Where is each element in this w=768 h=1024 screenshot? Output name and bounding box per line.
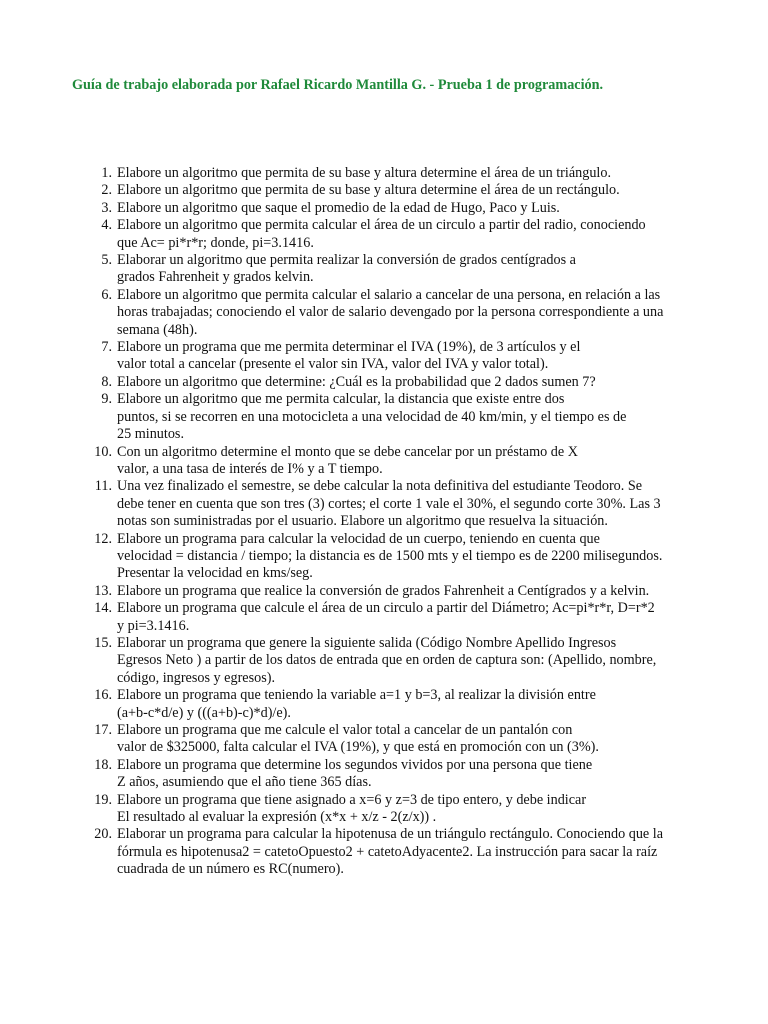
exercise-text-line: Elabore un algoritmo que permita de su base y altura determine el área de un rectángulo. <box>117 182 620 199</box>
exercise-text-line: Elabore un algoritmo que me permita calcular, la distancia que existe entre dos <box>117 391 565 408</box>
exercise-item <box>86 687 702 722</box>
exercise-text-line: Presentar la velocidad en kms/seg. <box>117 565 313 582</box>
exercise-number: 11. <box>94 478 112 495</box>
exercise-text <box>117 339 702 374</box>
exercise-number: 7. <box>101 339 112 356</box>
exercise-text-line: debe tener en cuenta que son tres (3) cortes; el corte 1 vale el 30%, el segundo corte 30%. Las 3 <box>117 495 661 512</box>
exercise-text-line: 25 minutos. <box>117 426 185 443</box>
exercise-number: 6. <box>101 286 112 303</box>
exercise-item <box>86 165 702 182</box>
exercise-item <box>86 583 702 600</box>
exercise-text <box>117 722 702 757</box>
exercise-text-line: Elaborar un programa que genere la siguiente salida (Código Nombre Apellido Ingresos <box>117 634 617 651</box>
exercise-text <box>117 531 702 583</box>
exercise-text-line: Elaborar un algoritmo que permita realizar la conversión de grados centígrados a <box>117 252 576 269</box>
exercise-text <box>117 200 702 217</box>
exercise-text <box>117 687 702 722</box>
exercise-text-line: Una vez finalizado el semestre, se debe calcular la nota definitiva del estudiante Teodoro. Se <box>117 478 643 495</box>
exercise-text-line: grados Fahrenheit y grados kelvin. <box>117 269 314 286</box>
exercise-number: 2. <box>101 182 112 199</box>
exercise-item <box>86 217 702 252</box>
exercise-text-line: Elabore un programa que tiene asignado a x=6 y z=3 de tipo entero, y debe indicar <box>117 791 587 808</box>
exercise-item <box>86 252 702 287</box>
exercise-item <box>86 374 702 391</box>
exercise-number: 4. <box>101 217 112 234</box>
exercise-text-line: que Ac= pi*r*r; donde, pi=3.1416. <box>117 234 314 251</box>
exercise-number: 3. <box>101 199 112 216</box>
exercise-item <box>86 826 702 878</box>
exercise-item <box>86 531 702 583</box>
exercise-item <box>86 792 702 827</box>
exercise-text-line: Elabore un programa que determine los segundos vividos por una persona que tiene <box>117 756 593 773</box>
exercise-text <box>117 792 702 827</box>
exercise-number: 14. <box>94 600 112 617</box>
exercise-text-line: cuadrada de un número es RC(numero). <box>117 861 344 878</box>
exercise-text <box>117 757 702 792</box>
exercise-text <box>117 444 702 479</box>
exercise-text <box>117 600 702 635</box>
exercise-number: 12. <box>94 530 112 547</box>
exercise-item <box>86 182 702 199</box>
exercise-number: 18. <box>94 756 112 773</box>
exercise-item <box>86 478 702 530</box>
exercise-text <box>117 287 702 339</box>
exercise-number: 19. <box>94 791 112 808</box>
exercise-item <box>86 339 702 374</box>
exercise-item <box>86 600 702 635</box>
exercise-text-line: puntos, si se recorren en una motocicleta a una velocidad de 40 km/min, y el tiempo es de <box>117 408 627 425</box>
exercise-text-line: horas trabajadas; conociendo el valor de salario devengado por la persona correspondiente a una <box>117 304 664 321</box>
exercise-text-line: y pi=3.1416. <box>117 617 190 634</box>
exercise-item <box>86 635 702 687</box>
exercise-text-line: Elabore un programa que calcule el área de un circulo a partir del Diámetro; Ac=pi*r*r, D=r*2 <box>117 600 655 617</box>
exercise-item <box>86 757 702 792</box>
exercise-number: 13. <box>94 582 112 599</box>
exercise-text-line: Elabore un algoritmo que permita calcular el área de un circulo a partir del radio, conociendo <box>117 217 646 234</box>
exercise-text-line: Con un algoritmo determine el monto que se debe cancelar por un préstamo de X <box>117 443 578 460</box>
exercise-list <box>86 165 702 879</box>
exercise-text-line: Elabore un algoritmo que permita de su base y altura determine el área de un triángulo. <box>117 165 612 181</box>
exercise-text-line: Elabore un algoritmo que determine: ¿Cuál es la probabilidad que 2 dados sumen 7? <box>117 373 596 390</box>
exercise-text-line: Z años, asumiendo que el año tiene 365 días. <box>117 774 372 791</box>
exercise-text-line: Elabore un programa para calcular la velocidad de un cuerpo, teniendo en cuenta que <box>117 530 600 547</box>
exercise-number: 10. <box>94 443 112 460</box>
exercise-number: 1. <box>101 165 112 181</box>
exercise-text-line: Elaborar un programa para calcular la hipotenusa de un triángulo rectángulo. Conociendo que la <box>117 826 664 843</box>
exercise-text-line: semana (48h). <box>117 321 198 338</box>
exercise-text-line: velocidad = distancia / tiempo; la distancia es de 1500 mts y el tiempo es de 2200 milisegundos. <box>117 547 663 564</box>
exercise-text-line: Elabore un programa que me permita determinar el IVA (19%), de 3 artículos y el <box>117 339 581 356</box>
exercise-number: 5. <box>101 252 112 269</box>
exercise-text-line: código, ingresos y egresos). <box>117 669 276 686</box>
exercise-text <box>117 217 702 252</box>
exercise-item <box>86 200 702 217</box>
exercise-text-line: valor, a una tasa de interés de I% y a T tiempo. <box>117 460 383 477</box>
exercise-text-line: Elabore un programa que me calcule el valor total a cancelar de un pantalón con <box>117 722 573 738</box>
exercise-text-line: fórmula es hipotenusa2 = catetoOpuesto2 + catetoAdyacente2. La instrucción para sacar la raíz <box>117 843 658 860</box>
exercise-text <box>117 583 702 600</box>
exercise-item <box>86 391 702 443</box>
exercise-item <box>86 444 702 479</box>
exercise-text-line: valor total a cancelar (presente el valor sin IVA, valor del IVA y valor total). <box>117 356 549 373</box>
exercise-text <box>117 165 702 182</box>
exercise-text-line: Elabore un algoritmo que saque el promedio de la edad de Hugo, Paco y Luis. <box>117 199 560 216</box>
exercise-number: 16. <box>94 687 112 704</box>
exercise-item <box>86 722 702 757</box>
exercise-text <box>117 635 702 687</box>
exercise-text-line: El resultado al evaluar la expresión (x*x + x/z - 2(z/x)) . <box>117 809 437 826</box>
exercise-item <box>86 287 702 339</box>
exercise-number: 15. <box>94 634 112 651</box>
exercise-number: 8. <box>101 373 112 390</box>
exercise-text <box>117 826 702 878</box>
exercise-number: 20. <box>94 826 112 843</box>
exercise-text-line: Elabore un programa que realice la conversión de grados Fahrenheit a Centígrados y a kelvin. <box>117 582 650 599</box>
exercise-text-line: Elabore un programa que teniendo la variable a=1 y b=3, al realizar la división entre <box>117 687 596 704</box>
exercise-number: 17. <box>94 722 112 738</box>
exercise-text <box>117 374 702 391</box>
exercise-text <box>117 252 702 287</box>
exercise-text-line: Egresos Neto ) a partir de los datos de entrada que en orden de captura son: (Apellido, nombre, <box>117 652 657 669</box>
exercise-text-line: notas son suministradas por el usuario. Elabore un algoritmo que resuelva la situación. <box>117 513 608 530</box>
exercise-number: 9. <box>101 391 112 408</box>
document-title: Guía de trabajo elaborada por Rafael Ricardo Mantilla G. - Prueba 1 de programación. <box>72 77 604 93</box>
exercise-text <box>117 182 702 199</box>
exercise-text-line: valor de $325000, falta calcular el IVA (19%), y que está en promoción con un (3%). <box>117 739 599 756</box>
exercise-text <box>117 478 702 530</box>
exercise-text <box>117 391 702 443</box>
exercise-text-line: Elabore un algoritmo que permita calcular el salario a cancelar de una persona, en relación a las <box>117 286 661 303</box>
exercise-text-line: (a+b-c*d/e) y (((a+b)-c)*d)/e). <box>117 704 291 721</box>
